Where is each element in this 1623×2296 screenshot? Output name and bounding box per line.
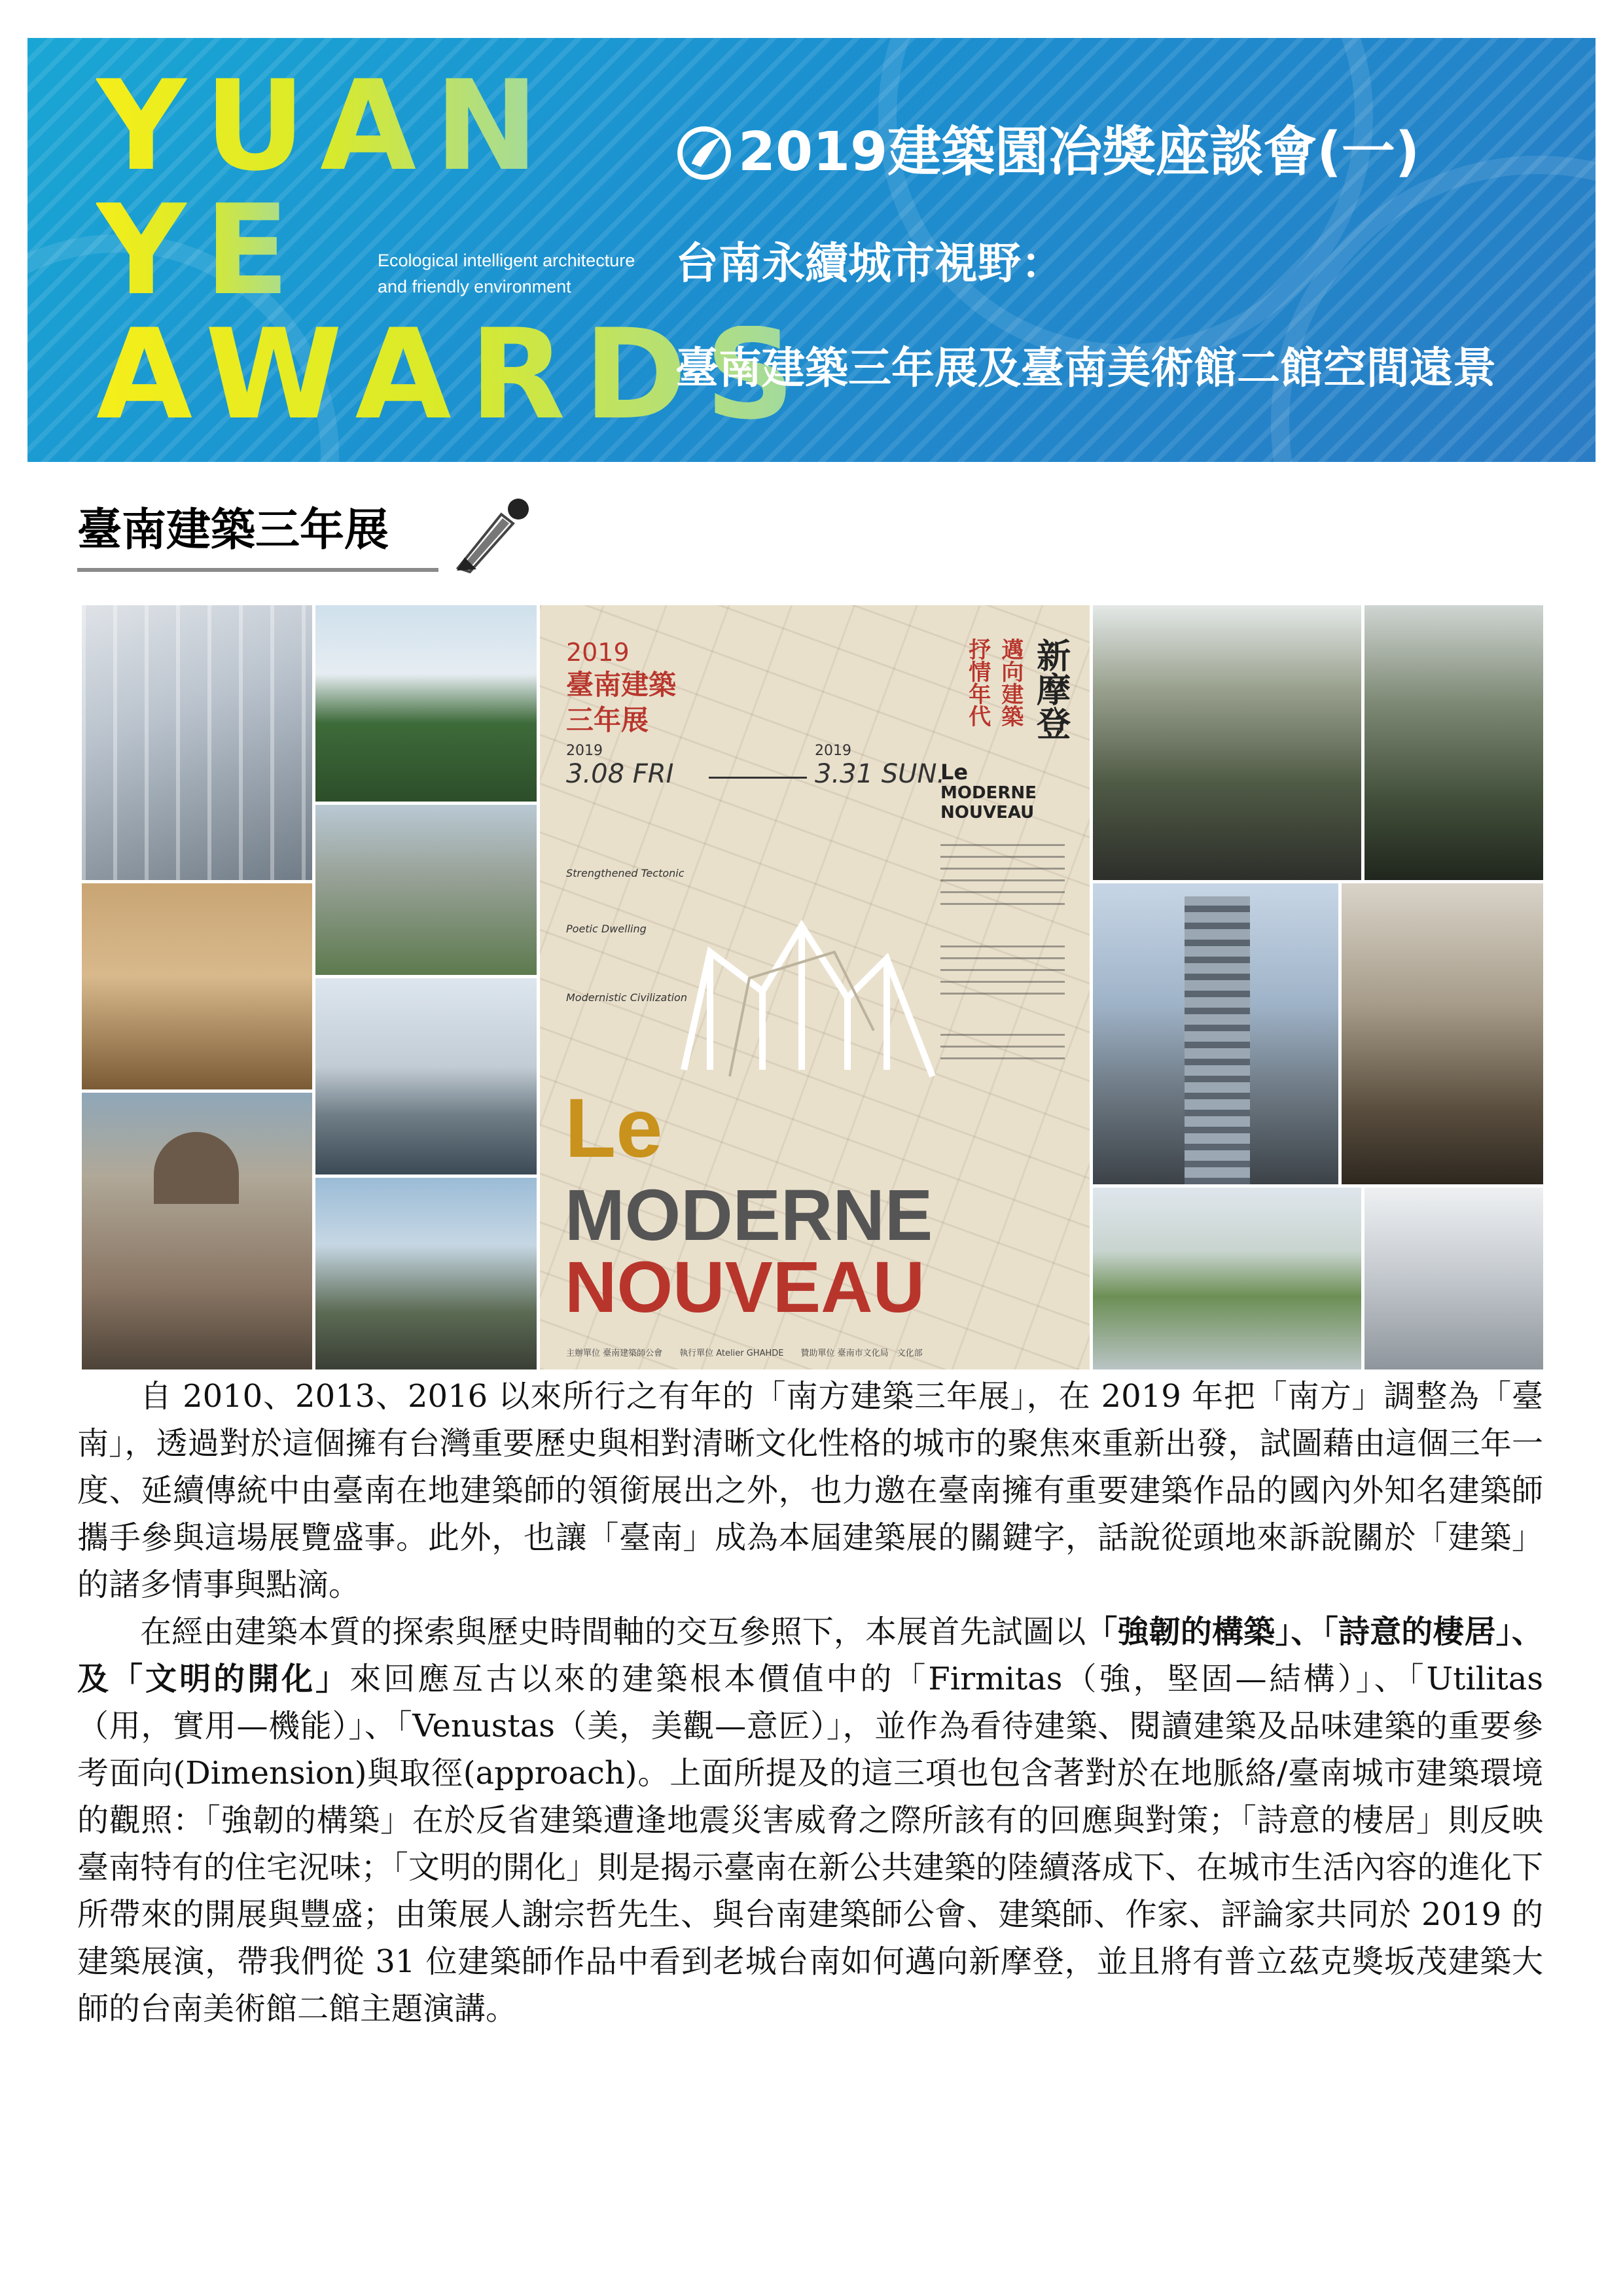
article-paragraph-1: 自 2010、2013、2016 以來所行之有年的「南方建築三年展」，在 2019 年把「南方」調整為「臺南」，透過對於這個擁有台灣重要歷史與相對清晰文化性格的城市的聚焦來重新出發，試圖藉由這個三年一度、延續傳統中由臺南在地建築師的領銜展出之外，也力邀在臺南擁有重要建築作品的國內外知名建築師攜手參與這場展覽盛事。此外，也讓「臺南」成為本屆建築展的關鍵字，話說從頭地來訴說關於「建築」的諸多情事與點滴。 [77,1378,1543,1603]
photo-green-roof-campus [1093,1188,1361,1369]
header-banner [27,38,1596,462]
poster-body-line [940,945,1065,947]
poster-arch-graphic [671,913,946,1089]
poster-year: 2019 [566,638,630,667]
exhibition-poster [540,605,1090,1369]
poster-moderne: MODERNE [565,1175,933,1256]
photo-collage [82,605,1543,1369]
photo-historic-dome-building [82,1093,312,1369]
section-heading: 臺南建築三年展 [77,504,389,556]
poster-le: Le [565,1082,663,1175]
photo-aerial-campus [315,805,537,975]
keyword-poetic-dwelling: 「詩意的棲居」 [1322,1614,1512,1650]
poster-date-dash [709,777,807,779]
poster-body-line [940,1057,1065,1059]
article-body [77,1373,1543,2032]
poster-theme-1: Strengthened Tectonic [566,867,685,879]
poster-body-line [940,957,1065,959]
photo-white-structure [1364,1188,1543,1369]
poster-body-line [940,993,1065,995]
poster-body-line [940,868,1065,870]
poster-end-year: 2019 [815,743,851,759]
banner-subtitle-1: 台南永續城市視野： [675,238,1064,289]
photo-elevated-walkway [315,1178,537,1369]
poster-theme-3: Modernistic Civilization [566,991,687,1004]
yuan-ye-awards-logo [96,54,813,447]
poster-body-line [940,903,1065,905]
poster-vertical-2: 邁向建築 [997,638,1024,727]
logo-row-3: AWARDS [96,302,813,447]
banner-title: 2019建築園冶獎座談會(一) [738,121,1420,183]
photo-house-with-people [1093,605,1361,880]
poster-footer: 主辦單位 臺南建築師公會 執行單位 Atelier GHAHDE 贊助單位 臺南市文化局 文化部 [566,1349,923,1358]
poster-body-line [940,981,1065,983]
pen-nib-icon [450,489,539,574]
banner-title-row [675,116,1578,188]
poster-body-line [940,891,1065,893]
photo-interior-staircase [82,883,312,1089]
poster-small-name: MODERNE NOUVEAU [940,783,1037,822]
poster-body-line [940,856,1065,858]
photo-highrise-tower [1093,883,1338,1184]
keyword-strengthened-tectonic: 「強韌的構築」 [1086,1614,1291,1650]
logo-row-2: YE [96,178,308,323]
poster-vertical-3: 新摩登 [1030,638,1070,740]
yuan-ye-emblem-icon [675,124,733,182]
poster-body-line [940,1046,1065,1048]
photo-interior-glass-roof [82,605,312,880]
poster-theme-2: Poetic Dwelling [566,923,647,935]
poster-body-line [940,879,1065,881]
poster-start-date: 3.08 FRI [566,759,674,789]
logo-tagline: Ecological intelligent architecture and friendly environment [378,251,635,296]
poster-vertical-1: 抒情年代 [964,638,991,727]
poster-body-line [940,969,1065,971]
photo-residential-facade [1342,883,1543,1184]
poster-small-le: Le [940,760,969,785]
poster-nouveau: NOUVEAU [565,1247,925,1328]
photo-modern-gallery [315,978,537,1174]
article-paragraph-2: 在經由建築本質的探索與歷史時間軸的交互參照下，本展首先試圖以「強韌的構築」、「詩意的棲居」、及「文明的開化」來回應亙古以來的建築根本價值中的「Firmitas（強，堅固—結構）」、「Utilitas （用，實用—機能）」、「Venustas（美，美觀—意匠）」，並作為看待建築、閱讀建築及品味建築的重要參考面向(Dimension)與取徑(approach)。上面所提及的這三項也包含著對於在地脈絡/臺南城市建築環境的觀照：「強韌的構築」在於反省建築遭逢地震災害威脅之際所該有的回應與對策；「詩意的棲居」則反映臺南特有的住宅況味；「文明的開化」則是揭示臺南在新公共建築的陸續落成下、在城市生活內容的進化下所帶來的開展與豐盛；由策展人謝宗哲先生、與台南建築師公會、建築師、作家、評論家共同於 2019 的建築展演，帶我們從 31 位建築師作品中看到老城台南如何邁向新摩登，並且將有普立茲克獎坂茂建築大師的台南美術館二館主題演講。 [77,1614,1543,2027]
poster-end-date: 3.31 SUN. [815,759,946,789]
poster-body-line [940,1034,1065,1036]
poster-title: 臺南建築三年展 [566,669,677,736]
heading-underline [77,568,438,572]
logo-row-1: YUAN [96,54,558,198]
keyword-modernistic-civilization: 「文明的開化」 [111,1661,350,1697]
poster-body-line [940,844,1065,846]
photo-atrium-plants [1364,605,1543,880]
photo-white-museum-trees [315,605,537,802]
poster-start-year: 2019 [566,743,603,759]
banner-subtitle-2: 臺南建築三年展及臺南美術館二館空間遠景 [675,343,1496,393]
